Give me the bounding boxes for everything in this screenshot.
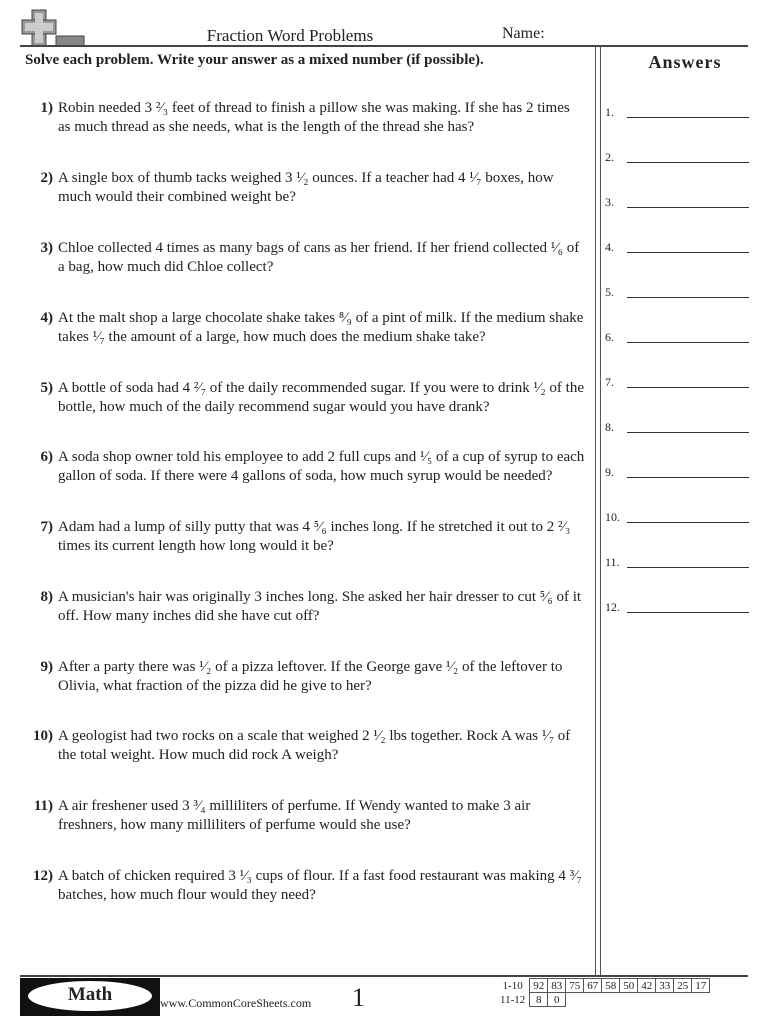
score-row [497,993,710,1007]
problem-text: A batch of chicken required 3 ¹⁄₃ cups of flour. If a fast food restaurant was making 4 ³⁄₇ batches, how much flour would they need? [58,868,582,903]
score-cell: 33 [656,979,674,993]
problem-2 [25,169,585,207]
score-range-label: 11-12 [500,993,526,1006]
problem-3 [25,239,585,277]
problem-number: 9) [40,659,53,675]
problem-text: A air freshener used 3 ³⁄₄ milliliters of perfume. If Wendy wanted to make 3 air freshners, how many milliliters of perfume would she use? [58,798,531,833]
score-cell: 58 [602,979,620,993]
problem-4 [25,309,585,347]
answer-blank[interactable] [627,612,749,613]
header-divider [20,45,748,47]
problem-number: 5) [40,380,53,396]
problem-number: 2) [40,170,53,186]
footer-divider [20,975,748,977]
problem-number: 8) [40,589,53,605]
answer-number: 7. [605,375,614,389]
score-cell: 83 [548,979,566,993]
score-row [497,979,710,993]
problem-text: A musician's hair was originally 3 inches long. She asked her hair dresser to cut ⁵⁄₆ of it off. How many inches did she have cut off? [58,589,582,624]
problem-5 [25,379,585,417]
answers-heading: Answers [648,52,722,72]
answer-number: 1. [605,105,614,119]
column-divider [600,47,601,975]
answer-blank[interactable] [627,207,749,208]
answer-number: 4. [605,240,614,254]
answer-blank[interactable] [627,387,749,388]
answer-number: 12. [605,600,620,614]
score-cell: 8 [530,993,548,1007]
math-label: Math [67,984,113,1005]
problem-number: 7) [40,519,53,535]
score-cell: 17 [692,979,710,993]
score-cell: 75 [566,979,584,993]
answer-number: 3. [605,195,614,209]
answer-number: 10. [605,510,620,524]
page-number: 1 [352,983,365,1012]
problem-10 [25,727,585,765]
website-link[interactable]: www.CommonCoreSheets.com [160,996,312,1010]
problem-9 [25,658,585,696]
problem-number: 4) [40,310,53,326]
problem-text: Adam had a lump of silly putty that was 4 ⁵⁄₆ inches long. If he stretched it out to 2 ²⁄₃ times its current length how long would it be? [58,519,571,554]
score-range-label: 1-10 [502,979,523,992]
problem-6 [25,448,585,486]
score-table [497,978,710,1007]
problem-8 [25,588,585,626]
problem-text: At the malt shop a large chocolate shake takes ⁸⁄₉ of a pint of milk. If the medium shake takes ¹⁄₇ the amount of a large, how much does the medium shake take? [58,310,584,345]
answer-blank[interactable] [627,117,749,118]
answer-number: 2. [605,150,614,164]
column-divider [595,47,596,975]
answer-blank[interactable] [627,162,749,163]
score-cell: 50 [620,979,638,993]
problem-7 [25,518,585,556]
answer-number: 8. [605,420,614,434]
score-cell: 92 [530,979,548,993]
problem-text: Robin needed 3 ²⁄₃ feet of thread to finish a pillow she was making. If she has 2 times as much thread as she needs, what is the length of the thread she has? [58,100,570,135]
page-title: Fraction Word Problems [206,26,374,45]
problem-text: Chloe collected 4 times as many bags of cans as her friend. If her friend collected ¹⁄₆ of a bag, how much did Chloe collect? [58,240,580,275]
answer-blank[interactable] [627,477,749,478]
answer-blank[interactable] [627,432,749,433]
problem-1 [25,99,585,137]
answer-number: 9. [605,465,614,479]
problem-number: 12) [33,868,53,884]
problem-number: 1) [40,100,53,116]
problem-text: A single box of thumb tacks weighed 3 ¹⁄₂ ounces. If a teacher had 4 ¹⁄₇ boxes, how much would their combined weight be? [58,170,554,205]
score-cell: 0 [548,993,566,1007]
instructions: Solve each problem. Write your answer as a mixed number (if possible). [25,52,484,68]
problem-text: A soda shop owner told his employee to add 2 full cups and ¹⁄₅ of a cup of syrup to each gallon of soda. If there were 4 gallons of soda, how much syrup would be needed? [58,449,585,484]
answer-blank[interactable] [627,342,749,343]
problem-text: A geologist had two rocks on a scale that weighed 2 ¹⁄₂ lbs together. Rock A was ¹⁄₇ of the total weight. How much did rock A weigh? [58,728,571,763]
problem-text: After a party there was ¹⁄₂ of a pizza leftover. If the George gave ¹⁄₂ of the leftover to Olivia, what fraction of the pizza did he give to her? [58,659,563,694]
problem-number: 6) [40,449,53,465]
answer-blank[interactable] [627,297,749,298]
answer-blank[interactable] [627,567,749,568]
answer-blank[interactable] [627,252,749,253]
answer-number: 5. [605,285,614,299]
problem-11 [25,797,585,835]
score-cell: 42 [638,979,656,993]
problem-number: 11) [33,798,53,814]
problem-12 [25,867,585,905]
score-cell: 67 [584,979,602,993]
problem-text: A bottle of soda had 4 ²⁄₇ of the daily recommended sugar. If you were to drink ¹⁄₂ of the bottle, how much of the daily recommend sugar would you have drank? [58,380,584,415]
answer-blank[interactable] [627,522,749,523]
name-label: Name: [502,25,545,42]
score-cell: 25 [674,979,692,993]
problem-number: 3) [40,240,53,256]
answer-number: 11. [605,555,620,569]
problem-number: 10) [33,728,53,744]
answer-number: 6. [605,330,614,344]
